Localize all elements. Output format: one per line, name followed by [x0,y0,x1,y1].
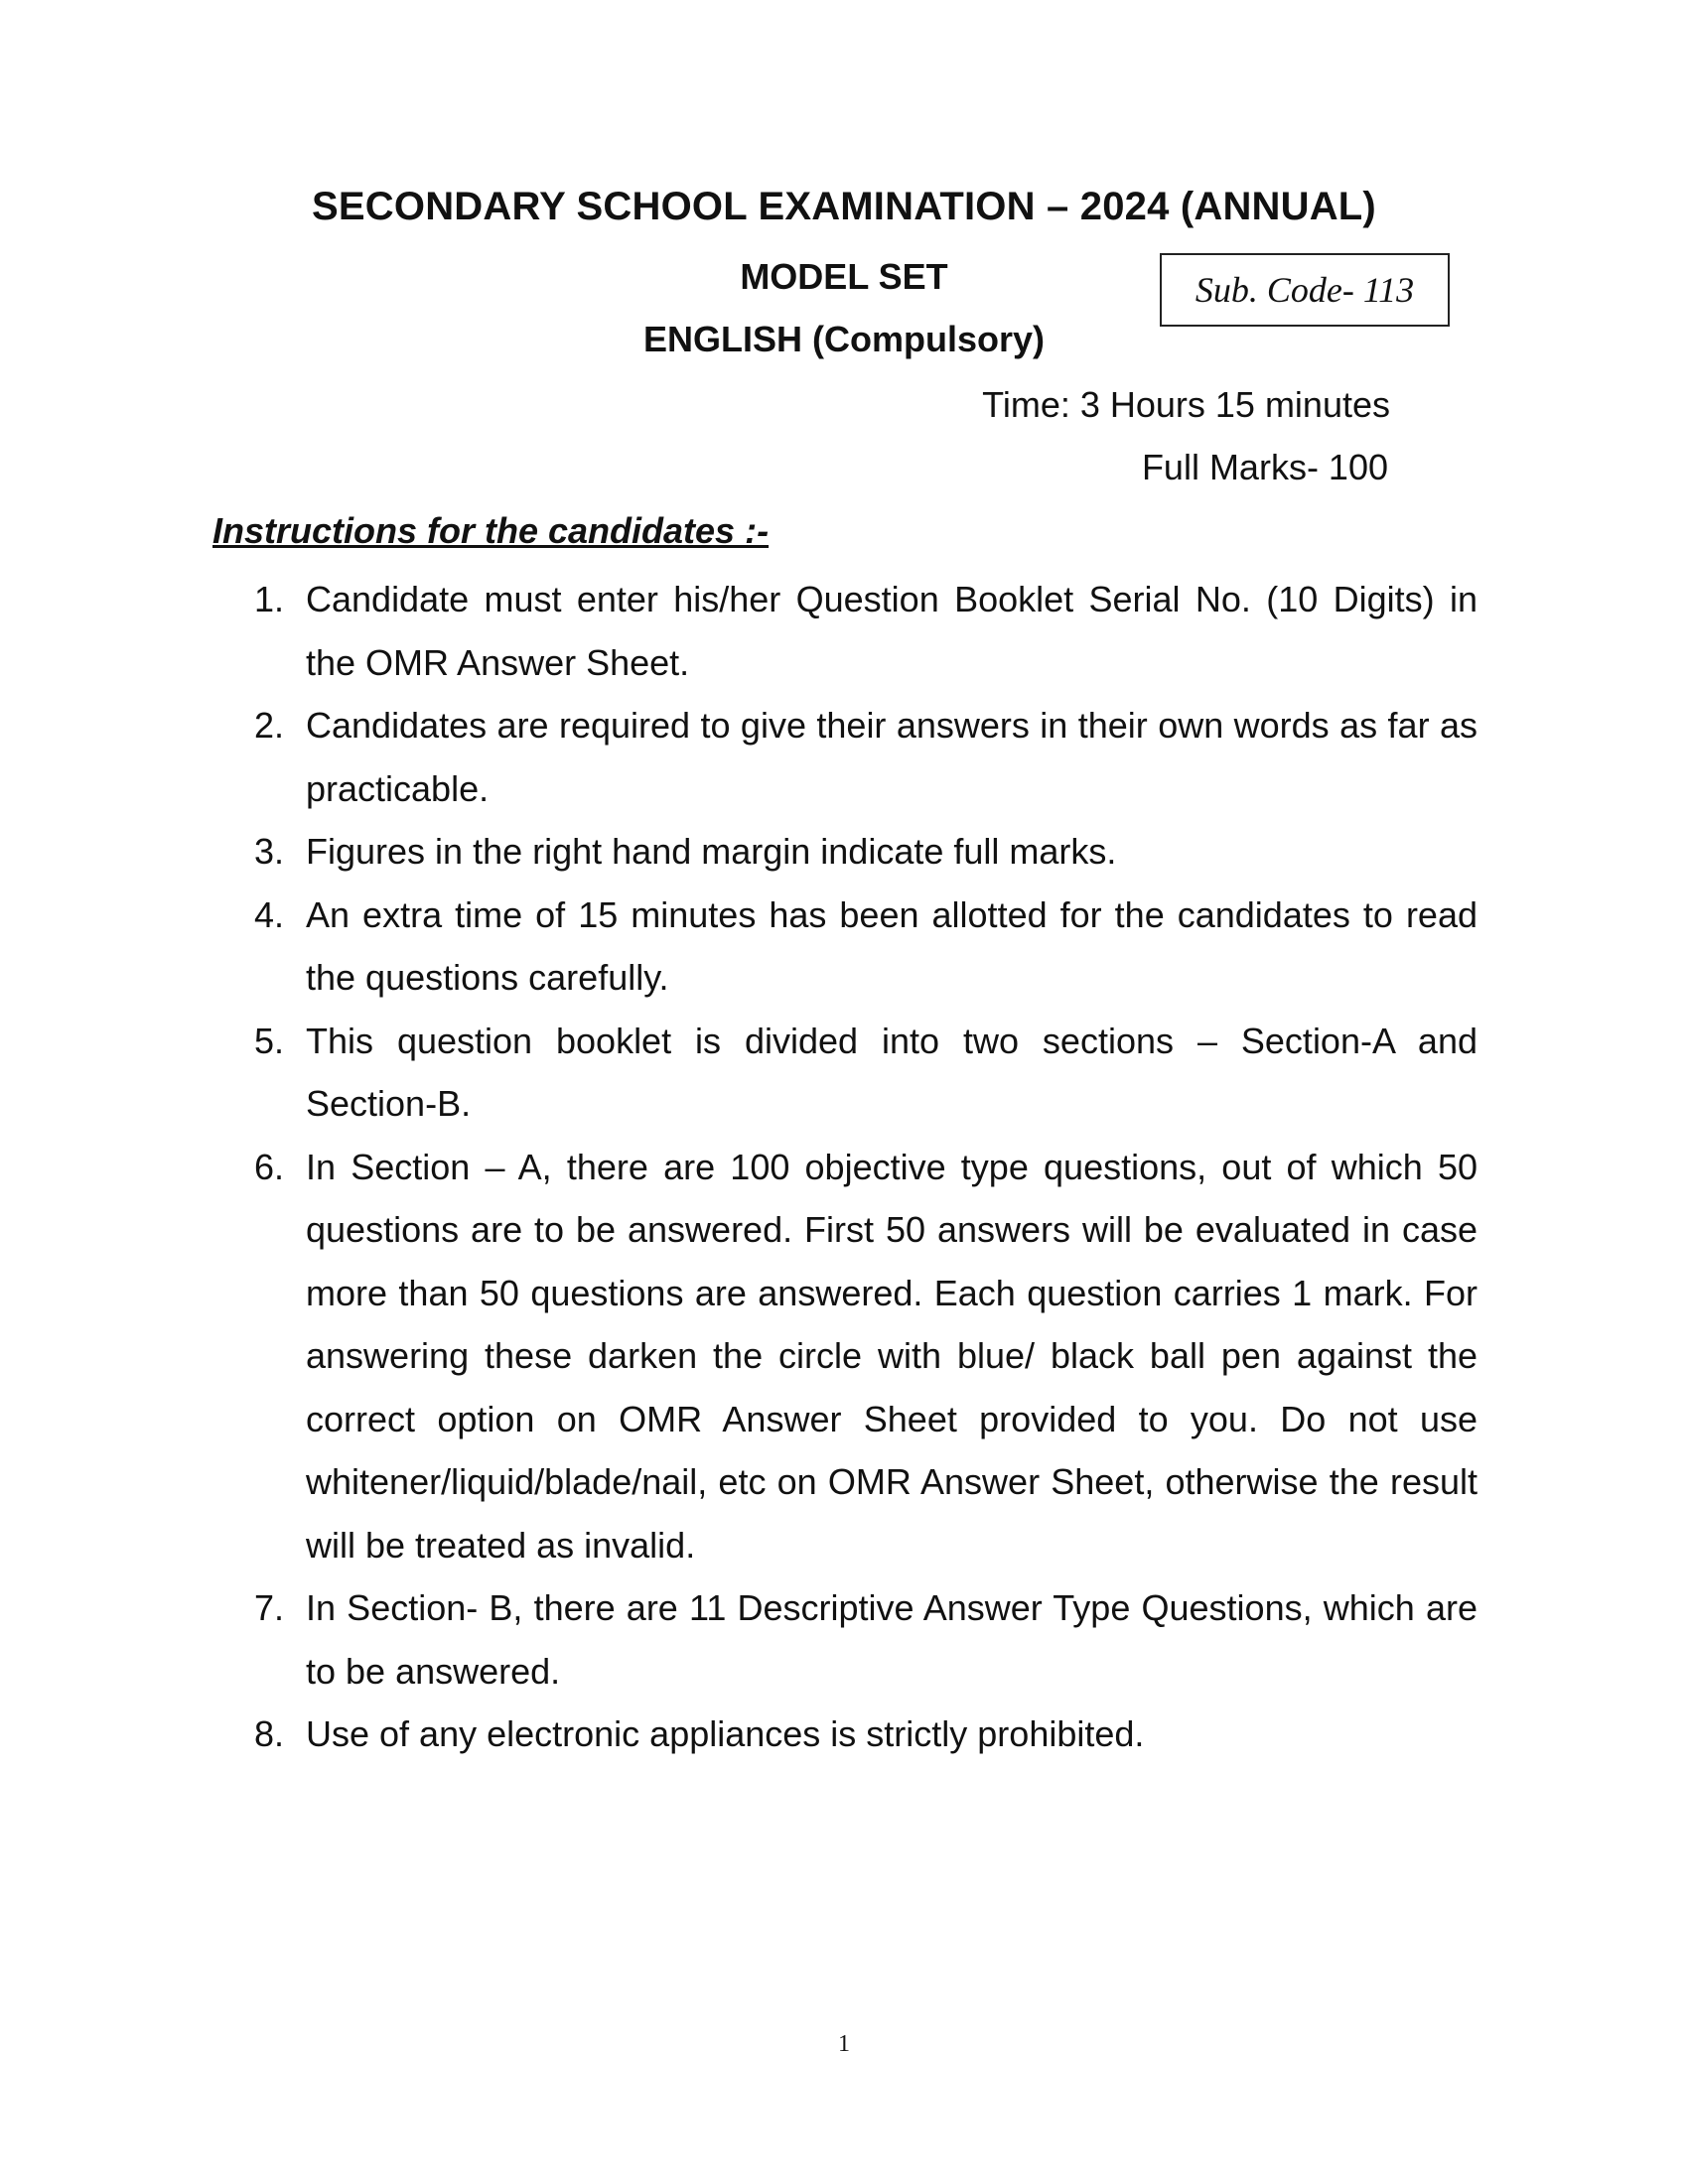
instruction-item [254,1136,1477,1577]
model-set-label: MODEL SET [740,256,948,297]
instruction-item [254,1703,1477,1766]
instruction-number: 3. [254,831,285,872]
instruction-text: Candidate must enter his/her Question Booklet Serial No. (10 Digits) in the OMR Answer Sheet. [306,579,1477,683]
instruction-text: An extra time of 15 minutes has been allotted for the candidates to read the questions carefully. [306,893,1477,998]
full-marks: Full Marks- 100 [1141,447,1388,487]
instruction-item [254,884,1477,1010]
instruction-number: 8. [254,1713,285,1754]
subject-code: Sub. Code- 113 [1195,270,1415,310]
instruction-number: 1. [254,579,285,619]
subject-title: ENGLISH (Compulsory) [642,319,1045,359]
instruction-text: This question booklet is divided into two sections – Section-A and Section-B. [306,1020,1477,1124]
subject-code-box [1160,253,1450,327]
instruction-number: 5. [254,1020,285,1061]
instructions-list [254,568,1477,1766]
page-number: 1 [838,2031,850,2057]
instruction-item [254,694,1477,820]
exam-title: SECONDARY SCHOOL EXAMINATION – 2024 (ANNUAL) [312,185,1376,228]
instruction-number: 2. [254,705,285,746]
instruction-item [254,1010,1477,1136]
instruction-text: Figures in the right hand margin indicate full marks. [306,831,1117,872]
instruction-text: Candidates are required to give their answers in their own words as far as practicable. [306,705,1477,809]
instructions-heading: Instructions for the candidates :- [212,510,770,551]
instruction-text: Use of any electronic appliances is strictly prohibited. [306,1713,1145,1754]
instruction-text: In Section- B, there are 11 Descriptive Answer Type Questions, which are to be answered. [306,1587,1477,1692]
instruction-number: 6. [254,1146,285,1187]
exam-duration: Time: 3 Hours 15 minutes [982,384,1390,425]
instruction-item [254,1576,1477,1703]
instruction-item [254,820,1477,884]
instruction-number: 4. [254,893,285,935]
instruction-text: In Section – A, there are 100 objective type questions, out of which 50 questions are to be answered. First 50 answers will be evaluated in case more than 50 questions are answered. Each question carries 1 mark. For answering these darken the circle with blue/ black ball pen against the correct option on OMR Answer Sheet provided to you. Do not use whitener/liquid/blade/nail, etc on OMR Answer Sheet, otherwise the result will be treated as invalid. [306,1146,1477,1566]
instruction-number: 7. [254,1587,285,1628]
instruction-item [254,568,1477,694]
